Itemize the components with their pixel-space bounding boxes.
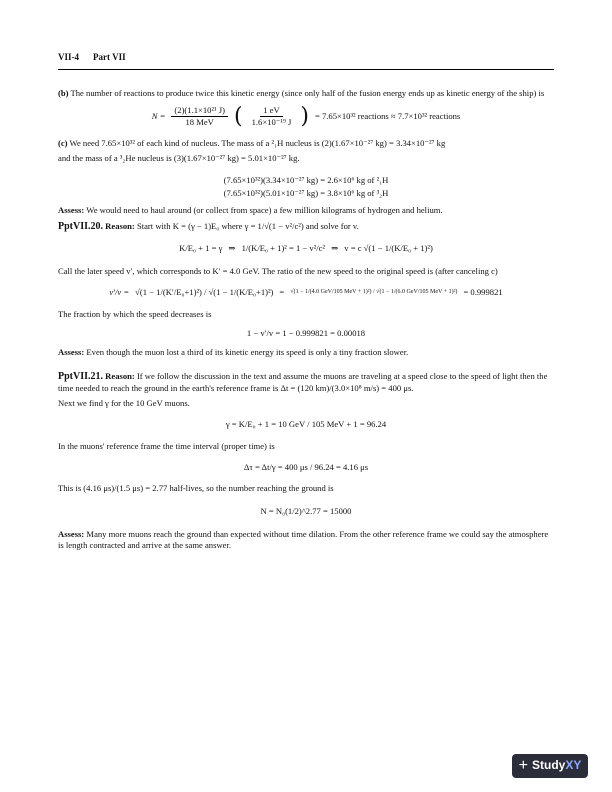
eq-lhs: N = <box>151 110 166 121</box>
fraction-num: (2)(1.1×10²¹ J) <box>171 105 228 117</box>
reason-label: Reason: <box>105 371 135 382</box>
eq-result: = 7.65×10³² reactions ≈ 7.7×10³² reactions <box>314 110 461 121</box>
page-header <box>58 52 554 70</box>
part-b-body: The number of reactions to produce twice this kinetic energy (since only half of the fusion energy ends up as kinetic energy of the ship) is <box>70 87 545 98</box>
assess-3 <box>58 529 554 551</box>
assess-text: Many more muons reach the ground than expected without time dilation. From the other reference frame we could say the atmosphere is length contracted and arrive at the same answer. <box>58 529 549 551</box>
assess-label: Assess: <box>58 529 85 540</box>
fraction-text: The fraction by which the speed decreases is <box>58 308 212 319</box>
page <box>58 52 554 552</box>
assess-2 <box>58 347 554 358</box>
mass-eq-hydrogen: (7.65×10³²)(3.34×10⁻²⁷ kg) = 2.6×10⁶ kg of ²₁H <box>223 174 389 185</box>
ppt21-intro <box>58 370 554 394</box>
mass-equations <box>58 175 554 199</box>
part-title: Part VII <box>93 52 126 62</box>
fraction-den: 1.6×10⁻¹⁹ J <box>251 117 292 128</box>
fraction-energy <box>171 105 228 128</box>
part-c-text <box>58 138 554 149</box>
proper-time-text: In the muons' reference frame the time interval (proper time) is <box>58 440 275 451</box>
ppt20-text: Start with K = (γ − 1)E₀ where γ = 1/√(1 − v²/c²) and solve for v. <box>136 221 359 232</box>
fraction-num: 1 eV <box>260 105 282 117</box>
ratio-equation: v′/v = √(1 − 1/(K′/E₀+1)²) / √(1 − 1/(K/E₀+1)²) = √(1 − 1/(4.0 GeV/105 MeV + 1)²) / √(1 − 1/(6.0 GeV/105 MeV + 1)²) = 0.999821 <box>109 287 503 298</box>
fraction-conversion <box>249 105 295 128</box>
assess-label: Assess: <box>58 204 85 215</box>
part-b-text <box>58 88 554 99</box>
assess-label: Assess: <box>58 346 85 357</box>
mass-eq-helium: (7.65×10³²)(5.01×10⁻²⁷ kg) = 3.8×10⁶ kg of ³₂H <box>223 187 389 198</box>
ppt21-text: If we follow the discussion in the text and assume the muons are traveling at a speed close to the speed of light then the time needed to reach the ground in the earth's reference frame is Δt = (120 km)/(3.0×10⁸ m/s) = 400 μs. <box>58 371 548 394</box>
logo-text: StudyXY <box>531 758 582 773</box>
ratio-lhs: v′/v = <box>109 287 130 298</box>
equation-reactions <box>58 105 554 128</box>
ppt20-intro <box>58 220 554 233</box>
plus-icon: + <box>518 756 528 774</box>
implies-arrow: ⇒ <box>228 243 236 254</box>
ratio-numeric: √(1 − 1/(4.0 GeV/105 MeV + 1)²) / √(1 − 1/(6.0 GeV/105 MeV + 1)²) <box>290 289 458 296</box>
eq-speed: v = c √(1 − 1/(K/E₀ + 1)²) <box>344 243 433 254</box>
part-c-line1: We need 7.65×10³² of each kind of nucleus. The mass of a ²₁H nucleus is (2)(1.67×10⁻²⁷ kg) = 3.34×10⁻²⁷ kg <box>69 138 446 149</box>
tau-equation: Δτ = Δt/γ = 400 μs / 96.24 = 4.16 μs <box>243 461 369 472</box>
ppt21-label: PptVII.21. <box>58 371 104 383</box>
gamma-equation: γ = K/E₀ + 1 = 10 GeV / 105 MeV + 1 = 96.24 <box>225 419 387 430</box>
part-c-label: (c) <box>58 138 68 149</box>
assess-text: Even though the muon lost a third of its kinetic energy its speed is only a tiny fraction slower. <box>86 346 409 357</box>
part-b-label: (b) <box>58 87 69 98</box>
fraction-den: 18 MeV <box>185 117 214 128</box>
speed-derivation <box>58 243 554 254</box>
assess-text: We would need to haul around (or collect from space) a few million kilograms of hydrogen and helium. <box>86 204 443 215</box>
implies-arrow: ⇒ <box>331 243 339 254</box>
part-c-line2: and the mass of a ³₂He nucleus is (3)(1.67×10⁻²⁷ kg) = 5.01×10⁻²⁷ kg. <box>58 153 300 164</box>
fraction-decrease-eq: 1 − v′/v = 1 − 0.999821 = 0.00018 <box>246 327 366 338</box>
ppt20-call: Call the later speed v′, which corresponds to K′ = 4.0 GeV. The ratio of the new speed to the original speed is (after canceling c) <box>58 266 498 277</box>
n-equation: N = N₀(1/2)^2.77 = 15000 <box>260 506 352 517</box>
eq-gamma-def: K/E₀ + 1 = γ <box>179 243 223 254</box>
paren-open: ( <box>233 103 243 129</box>
assess-1 <box>58 205 554 216</box>
half-lives-text: This is (4.16 μs)/(1.5 μs) = 2.77 half-lives, so the number reaching the ground is <box>58 482 334 493</box>
studyxy-logo <box>512 754 588 778</box>
ratio-symbolic: √(1 − 1/(K′/E₀+1)²) / √(1 − 1/(K/E₀+1)²) <box>135 287 274 298</box>
ppt21-next: Next we find γ for the 10 GeV muons. <box>58 398 190 409</box>
reason-label: Reason: <box>105 221 135 232</box>
paren-close: ) <box>300 103 309 129</box>
ppt20-label: PptVII.20. <box>58 221 104 233</box>
page-id: VII-4 <box>58 52 80 62</box>
ratio-result: = 0.999821 <box>463 287 503 298</box>
eq-inverse-square: 1/(K/E₀ + 1)² = 1 − v²/c² <box>241 243 326 254</box>
